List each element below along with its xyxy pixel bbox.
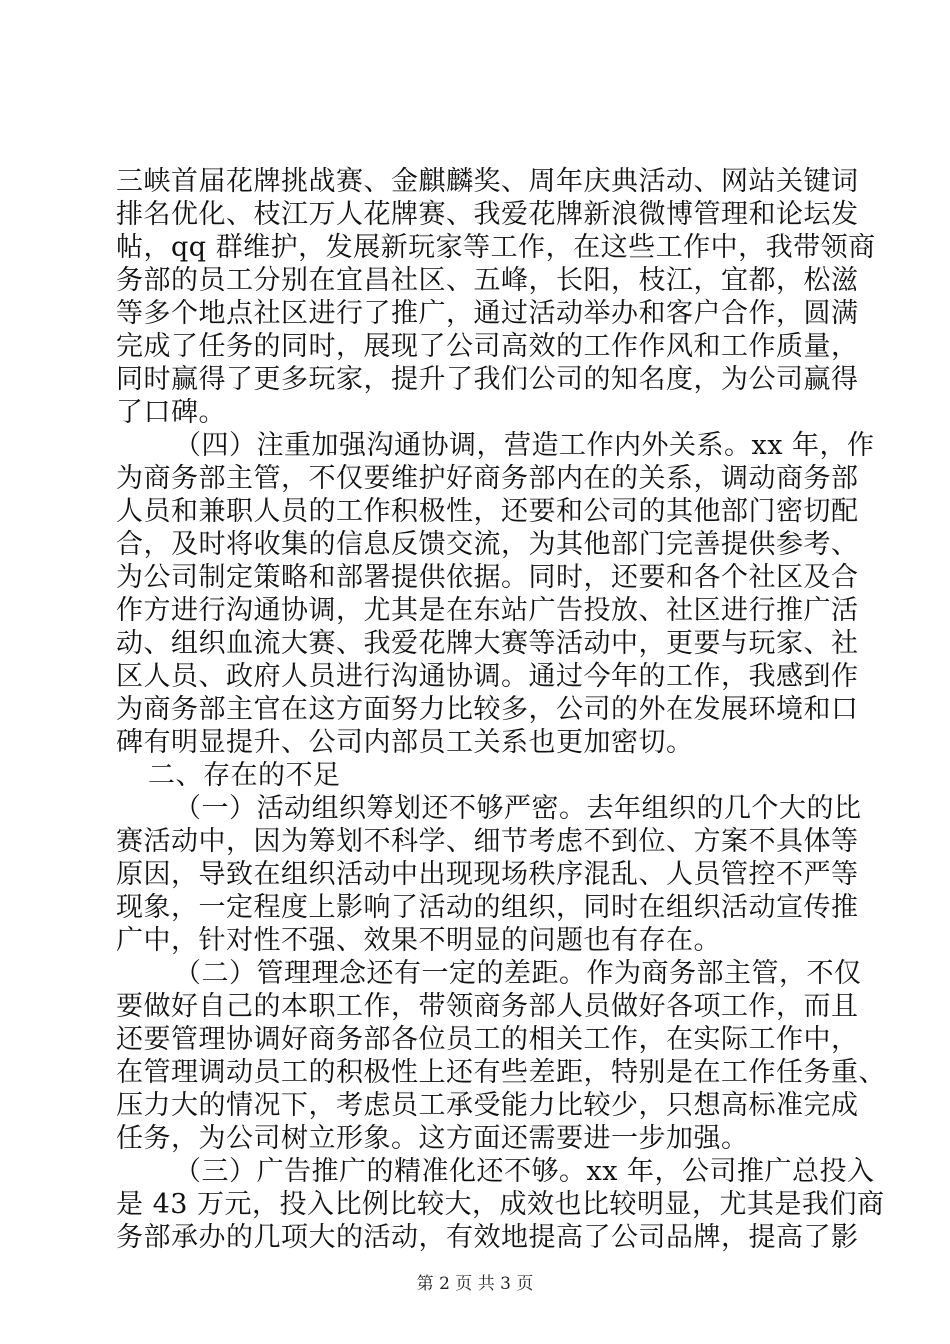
text-line: 广中，针对性不强、效果不明显的问题也有存在。 [116,925,721,956]
document-body [116,165,886,1254]
text-line: 要做好自己的本职工作，带领商务部人员做好各项工作，而且 [116,991,859,1022]
text-line: 任务，为公司树立形象。这方面还需要进一步加强。 [116,1123,749,1154]
text-line: 为公司制定策略和部署提供依据。同时，还要和各个社区及合 [116,562,859,593]
text-line: 三峡首届花牌挑战赛、金麒麟奖、周年庆典活动、网站关键词 [116,166,859,197]
text-line: 是 43 万元，投入比例比较大，成效也比较明显，尤其是我们商 [116,1189,885,1220]
text-line: 碑有明显提升、公司内部员工关系也更加密切。 [116,727,694,758]
text-line: 排名优化、枝江万人花牌赛、我爱花牌新浪微博管理和论坛发 [116,199,859,230]
text-line: （一）活动组织筹划还不够严密。去年组织的几个大的比 [174,793,862,824]
text-line: 现象，一定程度上影响了活动的组织，同时在组织活动宣传推 [116,892,859,923]
text-line: 完成了任务的同时，展现了公司高效的工作作风和工作质量， [116,331,859,362]
text-line: 动、组织血流大赛、我爱花牌大赛等活动中，更要与玩家、社 [116,628,859,659]
text-line: 压力大的情况下，考虑员工承受能力比较少，只想高标准完成 [116,1090,859,1121]
text-line: 合，及时将收集的信息反馈交流，为其他部门完善提供参考、 [116,529,859,560]
section-heading: 二、存在的不足 [148,760,341,791]
text-line: 务部的员工分别在宜昌社区、五峰，长阳，枝江，宜都，松滋 [116,265,859,296]
text-line: 在管理调动员工的积极性上还有些差距，特别是在工作任务重、 [116,1057,886,1088]
text-line: 帖，qq 群维护，发展新玩家等工作，在这些工作中，我带领商 [116,232,876,263]
text-line: 人员和兼职人员的工作积极性，还要和公司的其他部门密切配 [116,496,859,527]
text-line: 为商务部主管，不仅要维护好商务部内在的关系，调动商务部 [116,463,859,494]
text-line: 区人员、政府人员进行沟通协调。通过今年的工作，我感到作 [116,661,859,692]
text-line: 同时赢得了更多玩家，提升了我们公司的知名度，为公司赢得 [116,364,859,395]
text-line: （三）广告推广的精准化还不够。xx 年，公司推广总投入 [174,1156,875,1187]
text-line: 赛活动中，因为筹划不科学、细节考虑不到位、方案不具体等 [116,826,859,857]
text-line: 等多个地点社区进行了推广，通过活动举办和客户合作，圆满 [116,298,859,329]
text-line: 原因，导致在组织活动中出现现场秩序混乱、人员管控不严等 [116,859,859,890]
text-line: （四）注重加强沟通协调，营造工作内外关系。xx 年，作 [174,430,875,461]
text-line: 了口碑。 [116,397,226,428]
text-line: 作方进行沟通协调，尤其是在东站广告投放、社区进行推广活 [116,595,859,626]
page-footer: 第 2 页 共 3 页 [416,1274,534,1294]
text-line: 还要管理协调好商务部各位员工的相关工作，在实际工作中， [116,1024,859,1055]
text-line: 为商务部主官在这方面努力比较多，公司的外在发展环境和口 [116,694,859,725]
text-line: （二）管理理念还有一定的差距。作为商务部主管，不仅 [174,958,862,989]
text-line: 务部承办的几项大的活动，有效地提高了公司品牌，提高了影 [116,1222,859,1253]
